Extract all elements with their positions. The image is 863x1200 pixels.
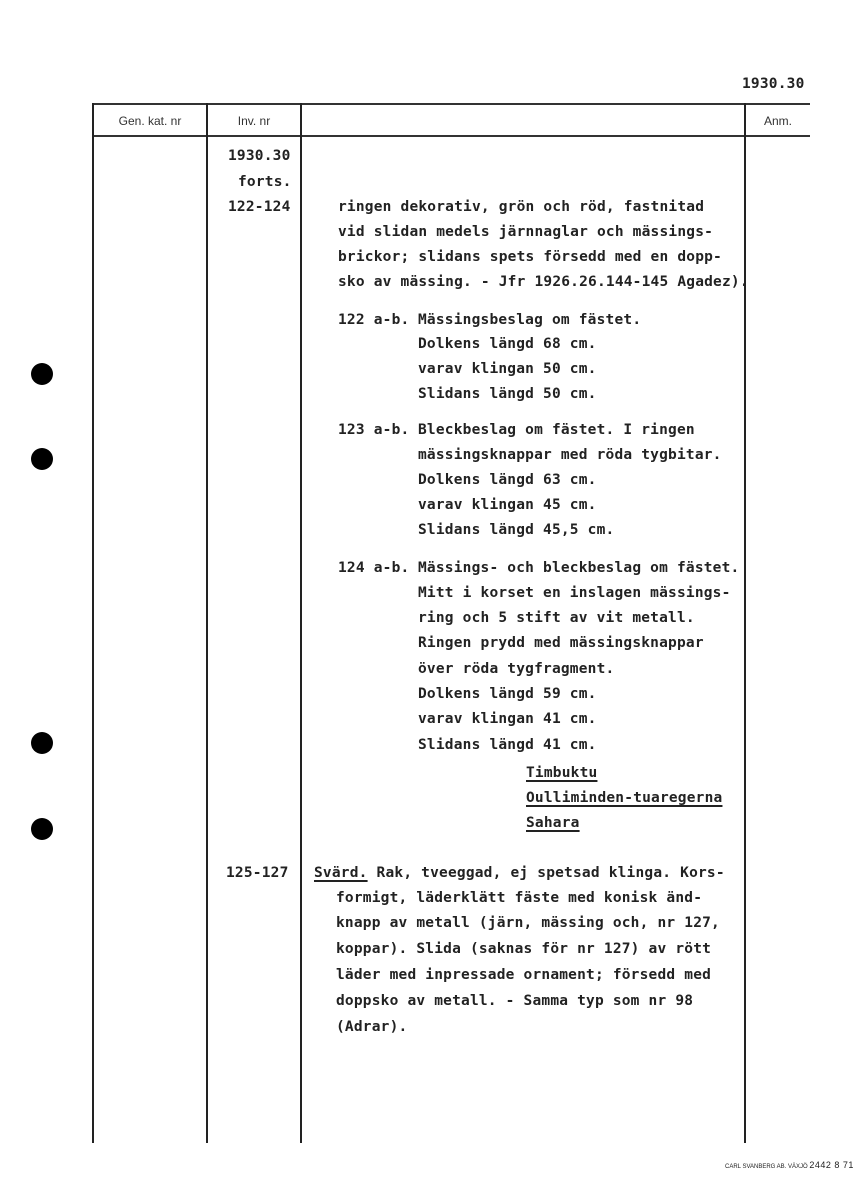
sub-item-line: Dolkens längd 59 cm. (418, 686, 597, 702)
description-text: Rak, tveeggad, ej spetsad klinga. Kors- (367, 865, 725, 881)
column-divider (92, 103, 94, 1143)
column-divider (206, 103, 208, 1143)
sub-item-line: Slidans längd 45,5 cm. (418, 522, 615, 538)
provenance-people: Oulliminden-tuaregerna (526, 790, 723, 806)
sub-item-line: Mässings- och bleckbeslag om fästet. (418, 560, 740, 576)
punch-hole (31, 818, 53, 840)
header-gen-kat-nr: Gen. kat. nr (118, 114, 182, 128)
description-line: sko av mässing. - Jfr 1926.26.144-145 Agadez). (338, 274, 749, 290)
sub-item-line: Slidans längd 50 cm. (418, 386, 597, 402)
column-divider (300, 103, 302, 1143)
sub-item-line: varav klingan 41 cm. (418, 711, 597, 727)
description-line: läder med inpressade ornament; försedd med (336, 967, 712, 983)
description-line: knapp av metall (järn, mässing och, nr 127, (336, 915, 720, 931)
description-line: doppsko av metall. - Samma typ som nr 98 (336, 993, 694, 1009)
printer-name: CARL SVANBERG AB. VÄXJÖ (725, 1164, 808, 1170)
page-number: 1930.30 (742, 76, 805, 92)
description-line: brickor; slidans spets försedd med en dopp- (338, 249, 722, 265)
sub-item-line: Dolkens längd 63 cm. (418, 472, 597, 488)
header-inv-nr: Inv. nr (237, 114, 271, 128)
sub-item-line: varav klingan 50 cm. (418, 361, 597, 377)
sub-item-line: Bleckbeslag om fästet. I ringen (418, 422, 695, 438)
sub-item-line: ring och 5 stift av vit metall. (418, 610, 695, 626)
provenance-place: Timbuktu (526, 765, 598, 781)
description-line: koppar). Slida (saknas för nr 127) av rött (336, 941, 712, 957)
printer-imprint (725, 1160, 854, 1170)
inv-continued: forts. (238, 174, 292, 190)
sub-item-label: 123 a-b. (338, 422, 410, 438)
sub-item-line: mässingsknappar med röda tygbitar. (418, 447, 722, 463)
header-anm: Anm. (763, 114, 792, 128)
inv-number: 1930.30 (228, 148, 291, 164)
sub-item-line: över röda tygfragment. (418, 661, 615, 677)
sub-item-line: varav klingan 45 cm. (418, 497, 597, 513)
inv-range: 122-124 (228, 199, 291, 215)
sub-item-line: Slidans längd 41 cm. (418, 737, 597, 753)
header-description (302, 106, 744, 136)
punch-hole (31, 363, 53, 385)
sub-item-line: Ringen prydd med mässingsknappar (418, 635, 704, 651)
provenance-region: Sahara (526, 815, 580, 831)
form-number: 2442 8 71 (809, 1160, 854, 1170)
description-line (314, 865, 725, 881)
sub-item-line: Dolkens längd 68 cm. (418, 336, 597, 352)
punch-hole (31, 732, 53, 754)
table-top-border (92, 103, 810, 105)
object-title: Svärd. (314, 865, 368, 881)
description-line: ringen dekorativ, grön och röd, fastnitad (338, 199, 705, 215)
description-line: formigt, läderklätt fäste med konisk änd- (336, 890, 703, 906)
inv-range: 125-127 (226, 865, 289, 881)
description-line: vid slidan medels järnnaglar och mässings- (338, 224, 714, 240)
sub-item-label: 124 a-b. (338, 560, 410, 576)
punch-hole (31, 448, 53, 470)
sub-item-label: 122 a-b. (338, 312, 410, 328)
sub-item-line: Mitt i korset en inslagen mässings- (418, 585, 731, 601)
column-divider (744, 103, 746, 1143)
description-line: (Adrar). (336, 1019, 408, 1035)
sub-item-line: Mässingsbeslag om fästet. (418, 312, 642, 328)
